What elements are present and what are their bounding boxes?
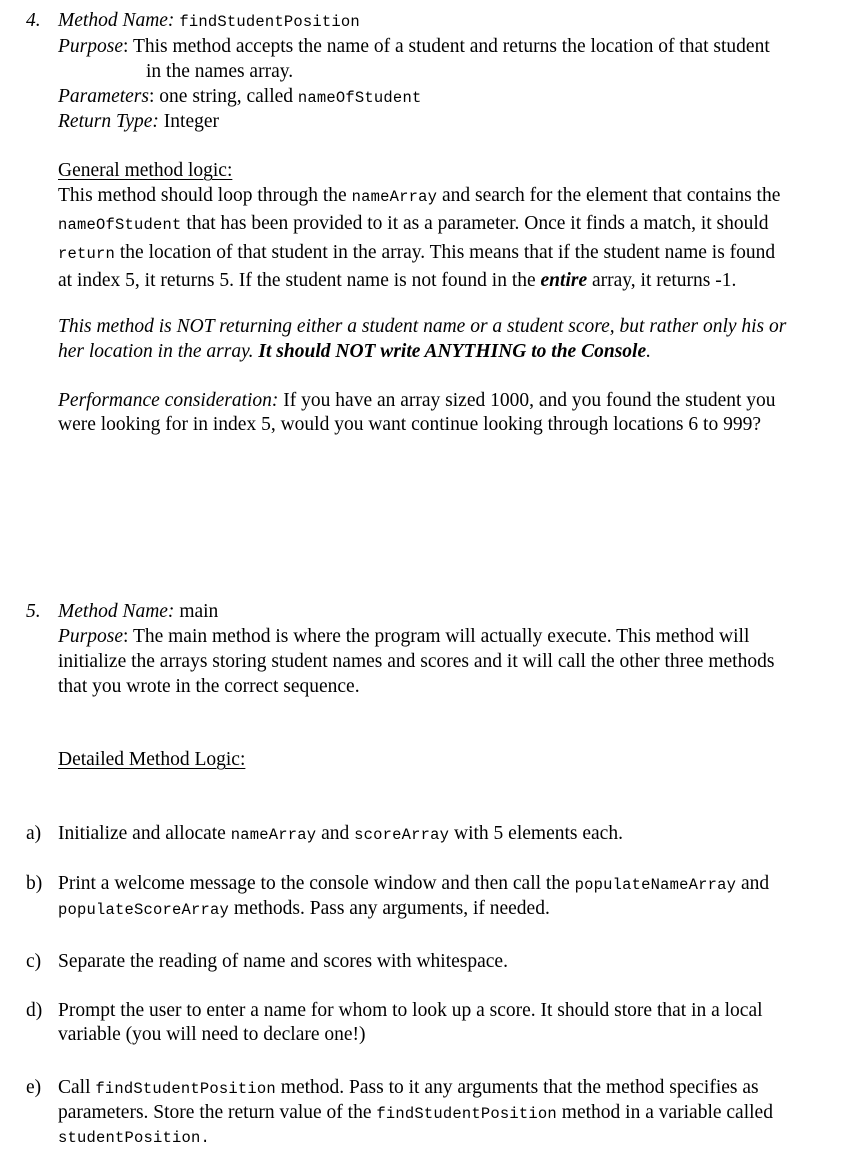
- performance-text: If you have an array sized 1000, and you found the student you: [283, 390, 776, 411]
- method-name-label: Method Name:: [58, 601, 175, 622]
- step-code: populateScoreArray: [58, 901, 230, 919]
- general-logic-heading: General method logic:: [58, 160, 233, 181]
- step-code: findStudentPosition: [95, 1080, 276, 1098]
- logic-emphasis: entire: [540, 270, 588, 291]
- item-5-number: 5.: [26, 601, 41, 622]
- step-e-marker: e): [26, 1077, 42, 1098]
- step-d-marker: d): [26, 1000, 43, 1021]
- item-4-purpose-line-1: [58, 36, 770, 58]
- return-type-label: Return Type:: [58, 111, 159, 132]
- logic-text: This method should loop through the: [58, 185, 347, 206]
- logic-text: that has been provided to it as a parameter. Once it finds a match, it should: [186, 213, 769, 234]
- purpose-label: Purpose: [58, 626, 123, 647]
- parameters-text: : one string, called: [149, 86, 294, 107]
- step-text: and: [321, 823, 350, 844]
- note-text: her location in the array.: [58, 341, 254, 362]
- step-a-marker: a): [26, 823, 42, 844]
- step-a-text: [58, 823, 623, 845]
- step-c-text: Separate the reading of name and scores with whitespace.: [58, 951, 508, 972]
- step-c-marker: c): [26, 951, 42, 972]
- purpose-text: : This method accepts the name of a student and returns the location of that student: [123, 36, 770, 57]
- logic-line-2: [58, 213, 769, 235]
- performance-line-1: [58, 390, 776, 412]
- method-name-value: main: [179, 601, 219, 622]
- item-4-number: 4.: [26, 10, 41, 31]
- item-5-purpose-line-3: that you wrote in the correct sequence.: [58, 676, 360, 697]
- step-text: Print a welcome message to the console window and then call the: [58, 873, 570, 894]
- item-4-return-type-line: [58, 111, 219, 133]
- method-name-label: Method Name:: [58, 10, 175, 31]
- method-name-code: findStudentPosition: [179, 13, 360, 31]
- logic-text: array, it returns -1.: [592, 270, 737, 291]
- purpose-text: : The main method is where the program will actually execute. This method will: [123, 626, 750, 647]
- step-code: scoreArray: [354, 826, 450, 844]
- note-period: .: [646, 341, 651, 362]
- step-e-line-3: studentPosition.: [58, 1129, 211, 1147]
- step-e-line-2: [58, 1102, 773, 1124]
- purpose-label: Purpose: [58, 36, 123, 57]
- step-text: Call: [58, 1077, 91, 1098]
- step-code: nameArray: [230, 826, 317, 844]
- logic-code: return: [58, 245, 116, 263]
- logic-code: nameArray: [351, 188, 438, 206]
- item-4-method-name-line: [58, 10, 360, 32]
- step-text: method. Pass to it any arguments that the method specifies as: [280, 1077, 759, 1098]
- item-4-parameters-line: [58, 86, 421, 108]
- step-b-marker: b): [26, 873, 43, 894]
- parameters-label: Parameters: [58, 86, 149, 107]
- step-d-line-1: Prompt the user to enter a name for whom to look up a score. It should store that in a local: [58, 1000, 763, 1021]
- logic-text: at index 5, it returns 5. If the student name is not found in the: [58, 270, 536, 291]
- step-text: and: [741, 873, 770, 894]
- item-5-purpose-line-1: [58, 626, 749, 648]
- logic-code: nameOfStudent: [58, 216, 182, 234]
- note-line-1: This method is NOT returning either a student name or a student score, but rather only his or: [58, 316, 787, 337]
- parameters-code: nameOfStudent: [297, 89, 422, 107]
- item-5-purpose-line-2: initialize the arrays storing student names and scores and it will call the other three methods: [58, 651, 775, 672]
- return-type-value: Integer: [163, 111, 219, 132]
- step-code: findStudentPosition: [376, 1105, 557, 1123]
- step-text: parameters. Store the return value of the: [58, 1102, 372, 1123]
- note-bold: It should NOT write ANYTHING to the Console: [258, 341, 647, 362]
- logic-text: the location of that student in the array. This means that if the student name is found: [119, 242, 776, 263]
- note-line-2: [58, 341, 651, 363]
- step-text: with 5 elements each.: [454, 823, 623, 844]
- step-b-line-2: [58, 898, 550, 920]
- step-text: methods. Pass any arguments, if needed.: [233, 898, 550, 919]
- step-code: populateNameArray: [574, 876, 737, 894]
- step-text: Initialize and allocate: [58, 823, 226, 844]
- logic-line-4: [58, 270, 736, 292]
- logic-line-3: [58, 242, 775, 264]
- step-b-line-1: [58, 873, 769, 895]
- step-text: method in a variable called: [561, 1102, 773, 1123]
- performance-label: Performance consideration:: [58, 390, 279, 411]
- item-5-method-name-line: [58, 601, 218, 623]
- performance-line-2: were looking for in index 5, would you want continue looking through locations 6 to 999?: [58, 414, 761, 435]
- item-4-purpose-line-2: in the names array.: [146, 61, 294, 82]
- logic-line-1: [58, 185, 780, 207]
- detailed-logic-heading: Detailed Method Logic:: [58, 749, 246, 770]
- step-e-line-1: [58, 1077, 759, 1099]
- step-d-line-2: variable (you will need to declare one!): [58, 1024, 366, 1045]
- logic-text: and search for the element that contains the: [441, 185, 781, 206]
